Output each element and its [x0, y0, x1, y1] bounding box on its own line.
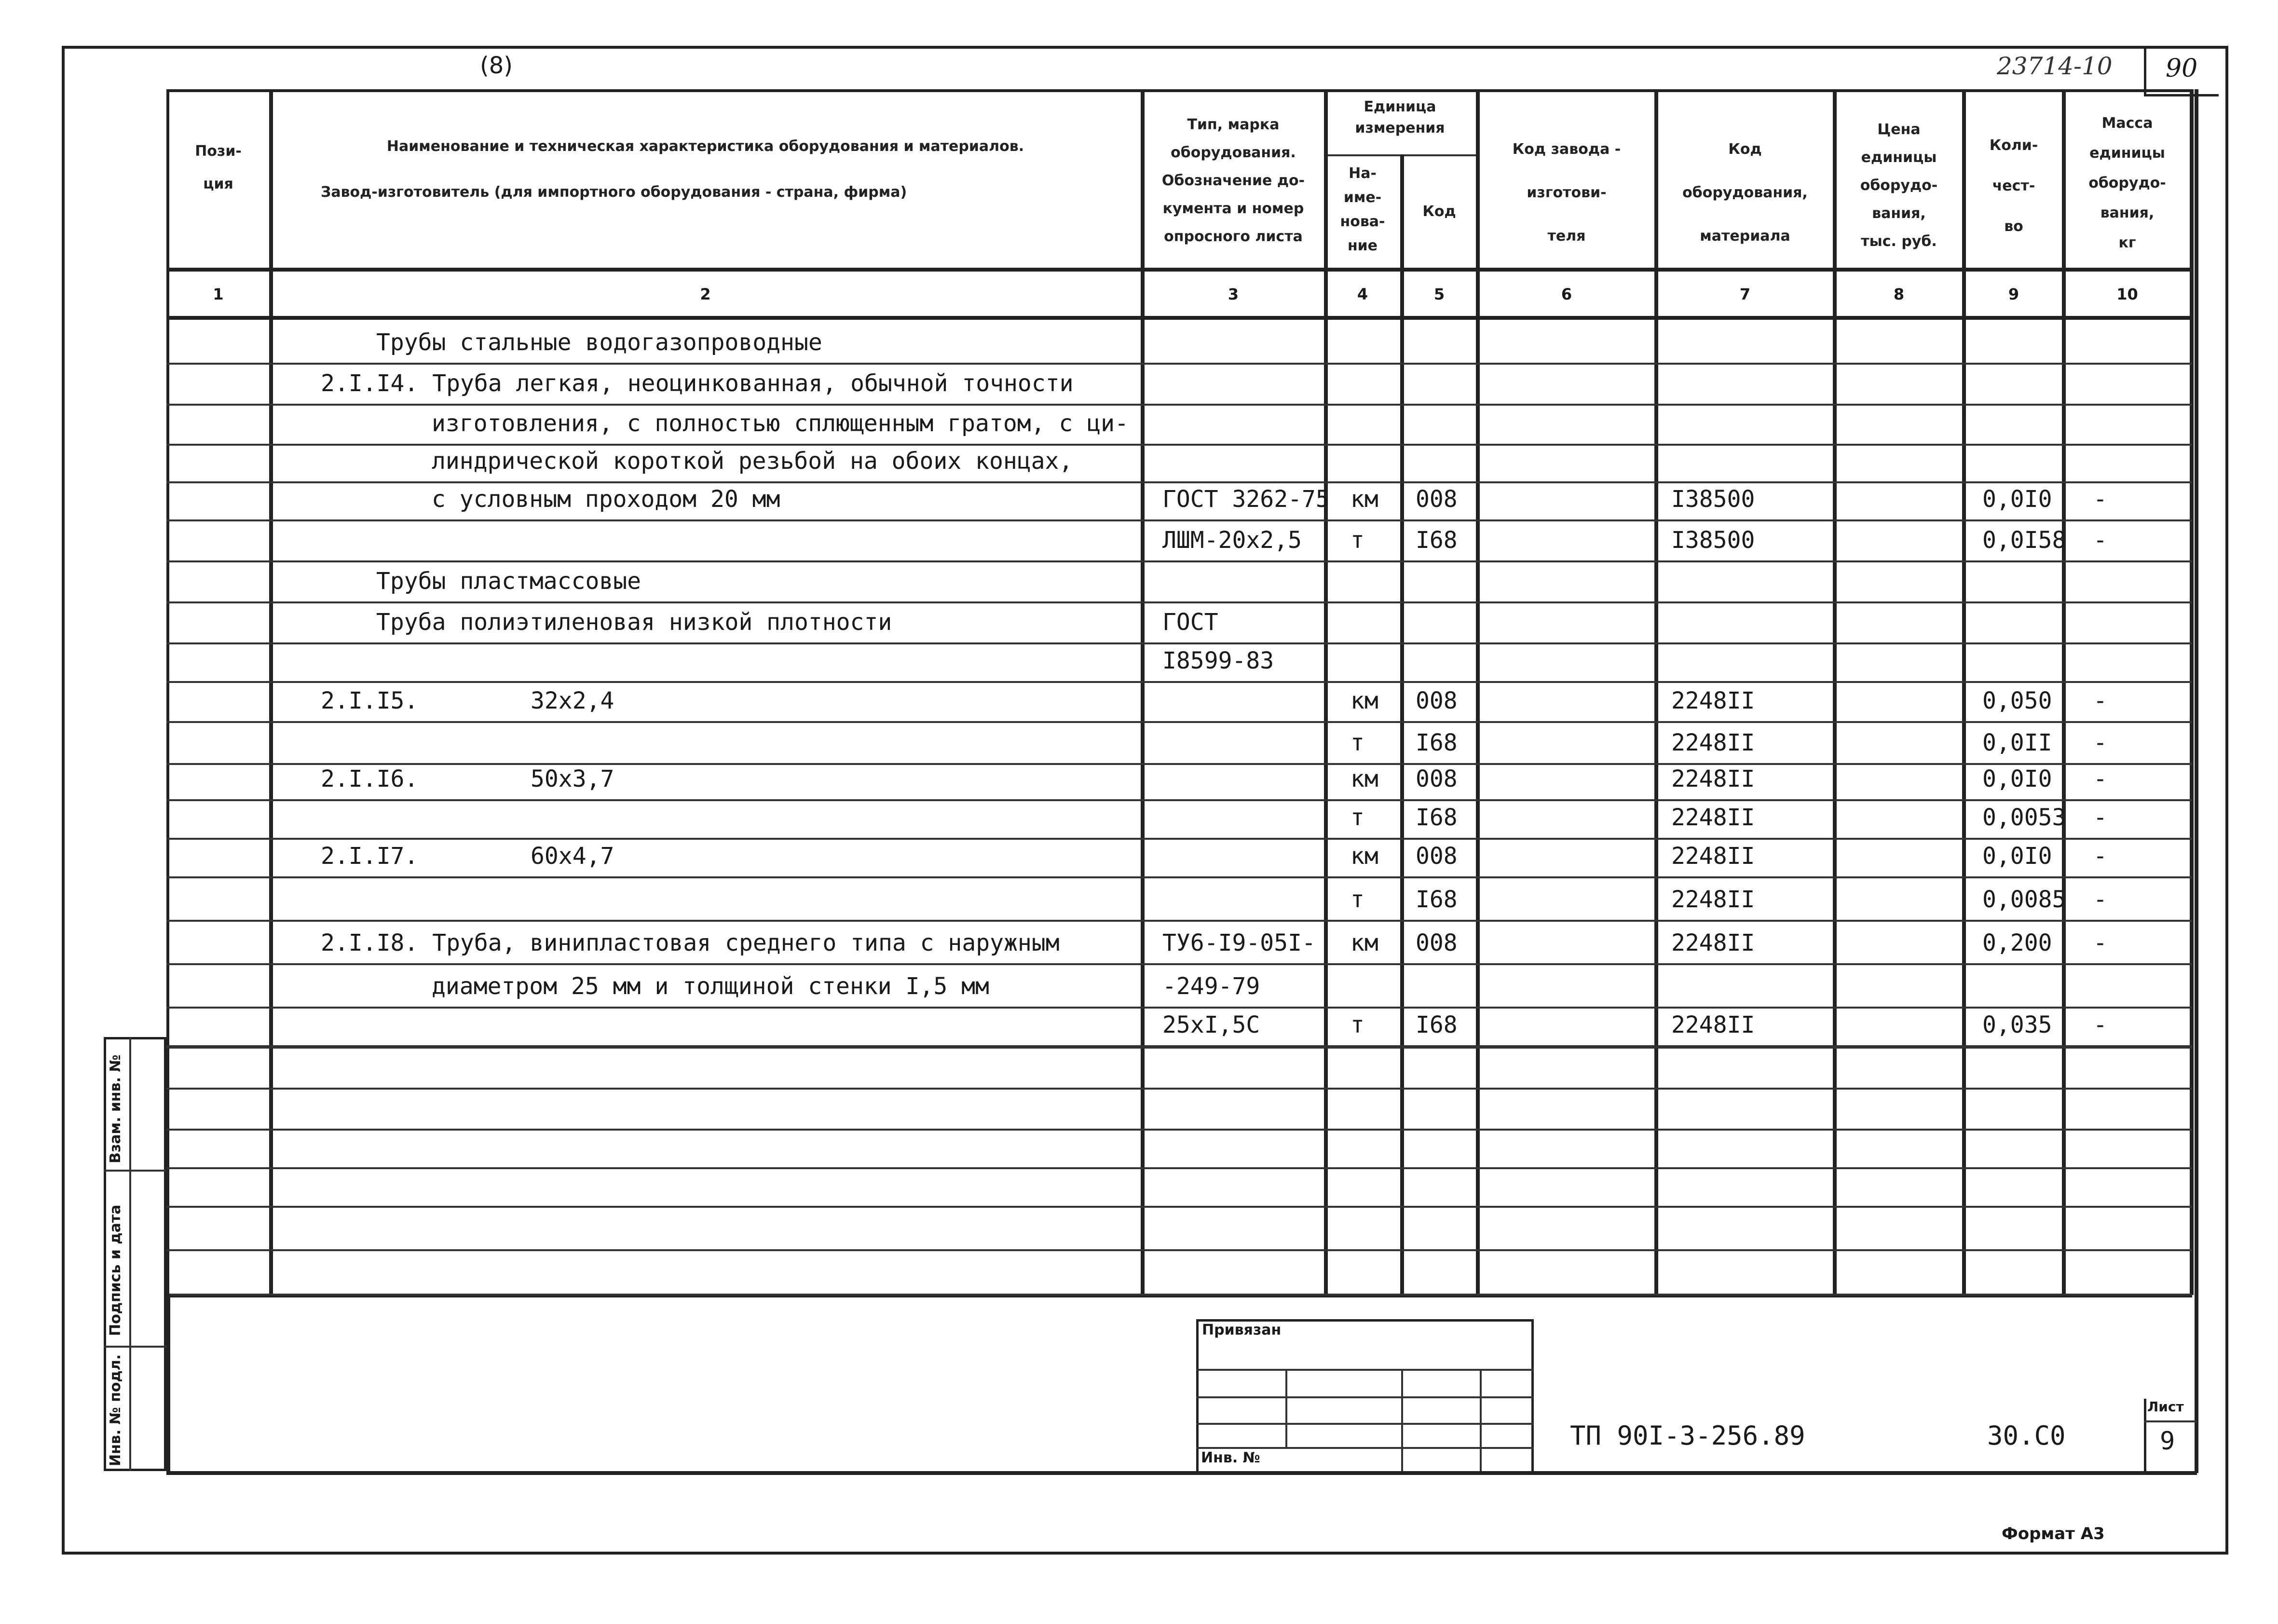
binding-line-2	[1196, 1396, 1534, 1398]
binding-line-1	[1196, 1369, 1534, 1371]
row-11-c7: 2248II	[1671, 765, 1755, 792]
col-divider-10	[2190, 89, 2194, 1295]
row-4-c2: с условным проходом 20 мм	[432, 486, 780, 513]
row-5-c4: т	[1350, 527, 1364, 554]
row-13-c2: 60х4,7	[531, 843, 614, 870]
side-stamp-divider	[129, 1037, 131, 1471]
row-5-c9: 0,0I58	[1982, 527, 2066, 554]
row-14-c10: -	[2093, 886, 2107, 913]
row-17-c4: т	[1350, 1011, 1364, 1038]
row-13-c5: 008	[1416, 843, 1458, 870]
sheet-number: 9	[2160, 1427, 2175, 1456]
row-2-c2: изготовления, с полностью сплющенным гратом, с ци-	[432, 410, 1129, 437]
row-5-c7: I38500	[1671, 527, 1755, 554]
row-17-c5: I68	[1416, 1011, 1458, 1038]
row-12-c9: 0,0053	[1982, 804, 2066, 831]
drawing-right-line	[2195, 89, 2198, 1473]
colnum-8: 8	[1893, 285, 1905, 303]
binding-label: Привязан	[1202, 1322, 1282, 1338]
drawing-bottom-line	[166, 1471, 2197, 1475]
empty-row-line	[166, 1167, 2192, 1169]
row-13-pos: 2.I.I7.	[321, 843, 419, 870]
header-factory-code: Код завода - изготови- теля	[1512, 141, 1621, 245]
header-unit-code: Код	[1422, 203, 1456, 220]
col-divider-5	[1476, 89, 1480, 1295]
colnum-1: 1	[213, 285, 224, 303]
row-separator	[166, 681, 2192, 683]
row-9-c7: 2248II	[1671, 687, 1755, 714]
row-9-c5: 008	[1416, 687, 1458, 714]
row-11-c5: 008	[1416, 765, 1458, 792]
side-stamp-line-2	[104, 1346, 166, 1348]
row-9-pos: 2.I.I5.	[321, 687, 419, 714]
row-12-c10: -	[2093, 804, 2107, 831]
row-separator	[166, 876, 2192, 878]
col-divider-7	[1833, 89, 1837, 1295]
row-16-c3: -249-79	[1162, 973, 1260, 1000]
section-code: 30.С0	[1987, 1420, 2066, 1451]
row-12-c7: 2248II	[1671, 804, 1755, 831]
row-15-c2: 2.I.I8. Труба, винипластовая среднего типа с наружным	[321, 929, 1060, 956]
row-10-c4: т	[1350, 729, 1364, 756]
colnum-10: 10	[2116, 285, 2138, 303]
empty-row-line	[166, 1206, 2192, 1208]
handwritten-number: 23714-10	[1997, 52, 2113, 80]
row-5-c3: ЛШМ-20х2,5	[1162, 527, 1302, 554]
row-13-c7: 2248II	[1671, 843, 1755, 870]
col-divider-2	[1141, 89, 1145, 1295]
colnum-2: 2	[700, 285, 711, 303]
top-marker: (8)	[480, 52, 513, 79]
header-name-line1: Наименование и техническая характеристика оборудования и материалов.	[386, 138, 1024, 155]
colnum-9: 9	[2008, 285, 2019, 303]
binding-line-4	[1196, 1447, 1534, 1449]
col-divider-9	[2062, 89, 2066, 1295]
row-3-c2: линдрической короткой резьбой на обоих концах,	[432, 448, 1073, 475]
row-15-c5: 008	[1416, 929, 1458, 956]
row-7-c3: ГОСТ	[1162, 609, 1218, 636]
row-12-c4: т	[1350, 804, 1364, 831]
side-label-signature: Подпись и дата	[107, 1204, 124, 1336]
row-0-c2: Трубы стальные водогазопроводные	[376, 329, 822, 356]
row-4-c4: км	[1350, 486, 1378, 513]
row-9-c4: км	[1350, 687, 1378, 714]
binding-vline-1	[1285, 1369, 1287, 1447]
row-17-c3: 25хI,5С	[1162, 1011, 1260, 1038]
header-mass: Масса единицы оборудо- вания, кг	[2088, 115, 2166, 251]
colnum-5: 5	[1433, 285, 1445, 303]
empty-row-line	[166, 1047, 2192, 1049]
sheet-label: Лист	[2147, 1399, 2184, 1415]
row-14-c7: 2248II	[1671, 886, 1755, 913]
col-divider-4	[1400, 154, 1404, 1295]
page-corner-number: 90	[2166, 54, 2198, 83]
row-11-c9: 0,0I0	[1982, 765, 2052, 792]
col-divider-6	[1654, 89, 1658, 1295]
empty-row-line	[166, 1129, 2192, 1131]
header-unit-name: На- име- нова- ние	[1340, 165, 1385, 254]
header-price: Цена единицы оборудо- вания, тыс. руб.	[1860, 121, 1938, 250]
row-9-c2: 32х2,4	[531, 687, 614, 714]
row-4-c9: 0,0I0	[1982, 486, 2052, 513]
row-separator	[166, 963, 2192, 965]
header-unit-group: Единица измерения	[1355, 98, 1445, 136]
side-stamp-line-1	[104, 1170, 166, 1172]
colnum-4: 4	[1357, 285, 1368, 303]
row-separator	[166, 763, 2192, 765]
colnum-6: 6	[1561, 285, 1572, 303]
row-15-c4: км	[1350, 929, 1378, 956]
binding-vline-3	[1480, 1369, 1482, 1471]
col-divider-8	[1962, 89, 1966, 1295]
binding-vline-2	[1401, 1369, 1403, 1471]
row-13-c10: -	[2093, 843, 2107, 870]
row-15-c7: 2248II	[1671, 929, 1755, 956]
row-11-pos: 2.I.I6.	[321, 765, 419, 792]
col-divider-3	[1324, 89, 1328, 1295]
row-1-c2: 2.I.I4. Труба легкая, неоцинкованная, обычной точности	[321, 370, 1074, 397]
row-16-c2: диаметром 25 мм и толщиной стенки I,5 мм	[432, 973, 989, 1000]
colnum-7: 7	[1739, 285, 1751, 303]
row-15-c9: 0,200	[1982, 929, 2052, 956]
row-10-c10: -	[2093, 729, 2107, 756]
row-6-c2: Трубы пластмассовые	[376, 568, 641, 595]
column-number-line	[166, 316, 2192, 320]
header-type: Тип, марка оборудования. Обозначение до- кумента и номер опросного листа	[1161, 116, 1305, 245]
row-4-c10: -	[2093, 486, 2107, 513]
header-bottom-line	[166, 268, 2192, 272]
row-separator	[166, 920, 2192, 922]
empty-row-line	[166, 1088, 2192, 1090]
row-10-c9: 0,0II	[1982, 729, 2052, 756]
row-separator	[166, 721, 2192, 723]
format-label: Формат А3	[2002, 1524, 2105, 1543]
header-name-line2: Завод-изготовитель (для импортного оборудования - страна, фирма)	[321, 184, 907, 201]
row-14-c5: I68	[1416, 886, 1458, 913]
row-separator	[166, 838, 2192, 840]
col-divider-1	[269, 89, 273, 1295]
row-9-c9: 0,050	[1982, 687, 2052, 714]
colnum-3: 3	[1228, 285, 1239, 303]
binding-line-3	[1196, 1423, 1534, 1425]
side-label-original: Инв. № подл.	[107, 1354, 124, 1466]
row-11-c4: км	[1350, 765, 1378, 792]
row-8-c3: I8599-83	[1162, 647, 1274, 674]
row-17-c7: 2248II	[1671, 1011, 1755, 1038]
sheet-box-line	[2144, 1420, 2197, 1422]
header-equipment-code: Код оборудования, материала	[1682, 141, 1808, 245]
row-17-c9: 0,035	[1982, 1011, 2052, 1038]
row-separator	[166, 799, 2192, 801]
row-10-c5: I68	[1416, 729, 1458, 756]
row-17-c10: -	[2093, 1011, 2107, 1038]
header-position: Пози- ция	[195, 143, 242, 192]
row-7-c2: Труба полиэтиленовая низкой плотности	[376, 609, 892, 636]
header-quantity: Коли- чест- во	[1989, 137, 2038, 235]
row-13-c9: 0,0I0	[1982, 843, 2052, 870]
row-14-c4: т	[1350, 886, 1364, 913]
drawing-left-line	[166, 1294, 170, 1473]
row-13-c4: км	[1350, 843, 1378, 870]
row-4-c7: I38500	[1671, 486, 1755, 513]
row-9-c10: -	[2093, 687, 2107, 714]
row-4-c5: 008	[1416, 486, 1458, 513]
row-4-c3: ГОСТ 3262-75	[1162, 486, 1330, 513]
row-11-c2: 50х3,7	[531, 765, 614, 792]
document-designation: ТП 90I-3-256.89	[1570, 1420, 1805, 1451]
row-12-c5: I68	[1416, 804, 1458, 831]
row-5-c10: -	[2093, 527, 2107, 554]
row-15-c10: -	[2093, 929, 2107, 956]
row-5-c5: I68	[1416, 527, 1458, 554]
side-label-replace: Взам. инв. №	[107, 1054, 124, 1163]
inventory-label: Инв. №	[1201, 1449, 1260, 1466]
row-14-c9: 0,0085	[1982, 886, 2066, 913]
row-10-c7: 2248II	[1671, 729, 1755, 756]
row-11-c10: -	[2093, 765, 2107, 792]
row-15-c3: ТУ6-I9-05I-	[1162, 929, 1316, 956]
empty-row-line	[166, 1249, 2192, 1251]
empty-row-line	[166, 1294, 2192, 1296]
